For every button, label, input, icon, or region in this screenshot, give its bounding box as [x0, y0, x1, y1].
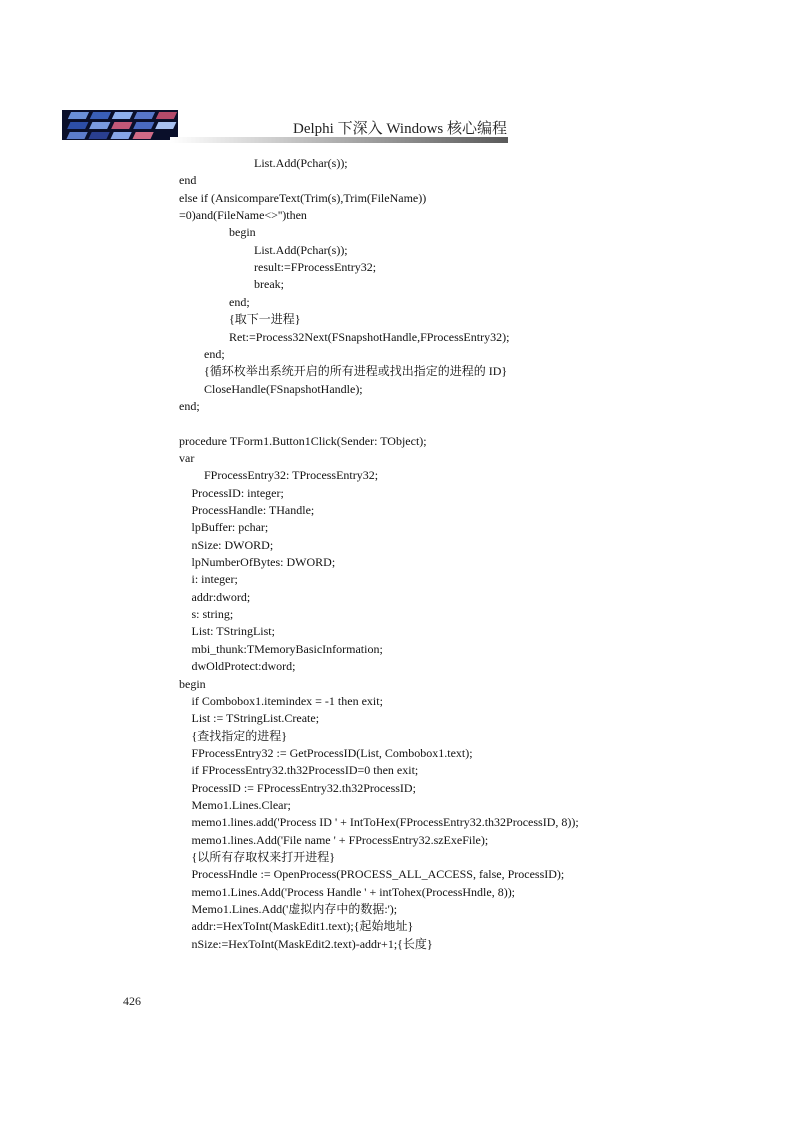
- code-line: s: string;: [191, 607, 234, 622]
- code-line: {以所有存取权来打开进程}: [191, 850, 336, 864]
- code-line: Ret:=Process32Next(FSnapshotHandle,FProcessEntry32);: [229, 329, 510, 344]
- code-line: List.Add(Pchar(s));: [254, 156, 348, 170]
- code-line: procedure TForm1.Button1Click(Sender: TObject);: [179, 433, 427, 448]
- code-line: addr:dword;: [191, 589, 251, 604]
- code-line: {查找指定的进程}: [191, 728, 288, 743]
- code-line: if FProcessEntry32.th32ProcessID=0 then exit;: [191, 763, 419, 778]
- code-line: nSize: DWORD;: [191, 537, 274, 552]
- code-line: CloseHandle(FSnapshotHandle);: [204, 381, 363, 396]
- code-line: dwOldProtect:dword;: [191, 659, 296, 674]
- code-line: else if (AnsicompareText(Trim(s),Trim(FileName)): [179, 190, 427, 205]
- code-line: List.Add(Pchar(s));: [254, 242, 348, 257]
- code-line: List := TStringList.Create;: [191, 711, 320, 726]
- code-line: lpNumberOfBytes: DWORD;: [191, 555, 336, 570]
- code-line: ProcessID: integer;: [191, 485, 284, 500]
- code-line: Memo1.Lines.Add('虚拟内存中的数据:');: [191, 902, 398, 917]
- code-line: {循环枚举出系统开启的所有进程或找出指定的进程的 ID}: [204, 364, 508, 379]
- code-line: begin: [229, 225, 256, 240]
- code-line: ProcessID := FProcessEntry32.th32ProcessID;: [191, 780, 416, 795]
- header-rule: [170, 137, 508, 143]
- header-keyboard-image: [62, 110, 178, 140]
- page-number: 426: [123, 994, 141, 1008]
- code-line: end;: [179, 398, 200, 413]
- code-line: i: integer;: [191, 572, 238, 587]
- code-line: end;: [204, 346, 225, 361]
- code-line: begin: [179, 676, 206, 691]
- code-line: break;: [254, 277, 284, 292]
- code-line: memo1.lines.Add('File name ' + FProcessEntry32.szExeFile);: [191, 832, 489, 847]
- code-line: ProcessHandle: THandle;: [191, 503, 315, 517]
- code-line: Memo1.Lines.Clear;: [191, 797, 291, 812]
- code-line: if Combobox1.itemindex = -1 then exit;: [191, 693, 383, 708]
- code-line: nSize:=HexToInt(MaskEdit2.text)-addr+1;{长度}: [191, 936, 433, 951]
- code-line: List: TStringList;: [191, 624, 275, 639]
- code-line: {取下一进程}: [229, 312, 301, 327]
- code-line: =0)and(FileName<>'')then: [179, 208, 307, 223]
- code-line: lpBuffer: pchar;: [191, 520, 269, 535]
- header-title: Delphi 下深入 Windows 核心编程: [293, 121, 507, 137]
- code-line: end;: [229, 294, 250, 309]
- code-line: memo1.Lines.Add('Process Handle ' + intTohex(ProcessHndle, 8));: [191, 884, 516, 899]
- code-line: end: [179, 173, 197, 188]
- code-line: addr:=HexToInt(MaskEdit1.text);{起始地址}: [191, 919, 414, 934]
- code-line: FProcessEntry32 := GetProcessID(List, Combobox1.text);: [191, 745, 473, 760]
- code-line: var: [179, 450, 195, 465]
- code-line: memo1.lines.add('Process ID ' + IntToHex(FProcessEntry32.th32ProcessID, 8));: [191, 815, 579, 830]
- code-line: mbi_thunk:TMemoryBasicInformation;: [191, 641, 383, 656]
- code-line: FProcessEntry32: TProcessEntry32;: [204, 468, 379, 483]
- code-line: ProcessHndle := OpenProcess(PROCESS_ALL_ACCESS, false, ProcessID);: [191, 867, 565, 882]
- code-line: result:=FProcessEntry32;: [254, 260, 377, 275]
